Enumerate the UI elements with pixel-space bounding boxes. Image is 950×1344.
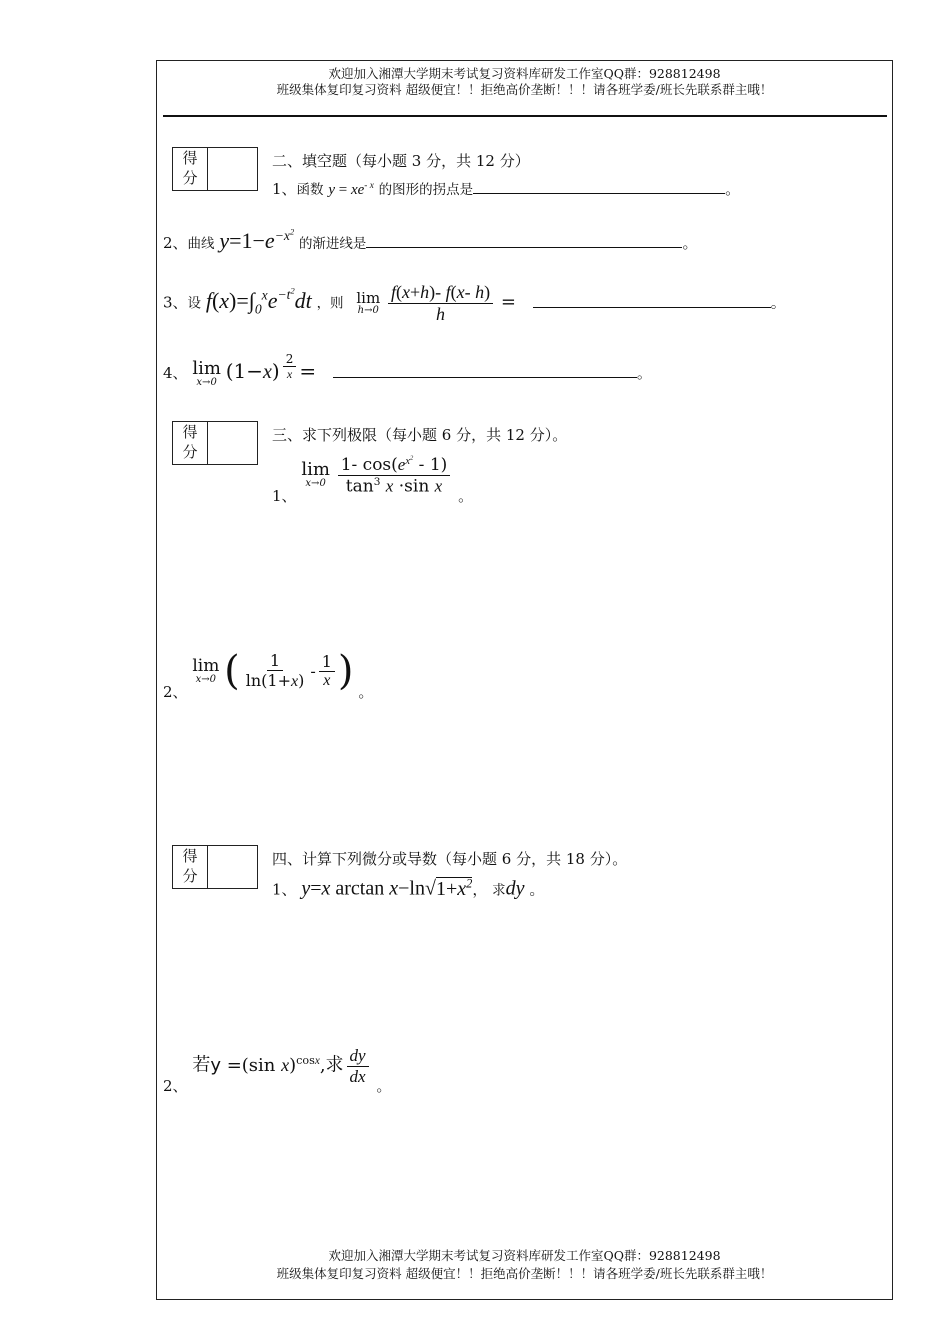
question-2-1: 1、函数 $y = xe^{- x}$ 的图形的拐点是 。 [272,180,741,198]
limit-operator: lim h→0 [356,289,381,316]
score-box: 得 分 [172,845,258,889]
question-2-4: 4、 lim x→0 (1−x) $^{\frac{2}{x}}$ = 。 [163,352,652,389]
limit-expression-2: $\frac{1}{\ln(1+x)}$ [245,651,305,690]
header-rule [163,115,887,117]
footer-line-2: 班级集体复印复习资料 超级便宜！！拒绝高价垄断！！！请各班学委/班长先联系群主哦！ [276,1266,773,1281]
question-4-2: 2、 若y =(sin x)$^{cosx}$,求 $\frac{dy}{dx}$ 。 [163,1046,392,1095]
formula-limit-power: (1−x) $^{\frac{2}{x}}$ = [225,352,317,384]
derivative-fraction: $\frac{dy}{dx}$ [347,1046,369,1087]
formula-curve: $y=1-e^{-x^2}$ [219,226,295,253]
question-3-2: 2、 lim x→0 ( $\frac{1}{\ln(1+x)}$ - $\frac{1}{x}$ ) 。 [163,648,374,701]
question-2-3: 3、设 $f(x)=\int_0^xe^{-t^2}dt$ ，则 lim h→0 $\frac{f(x+h)- f(x- h)}{h}$ = 。 [163,282,786,324]
formula-differential: y=x $\arctan x-\ln√1+x^2$ [301,876,473,900]
limit-operator: lim x→0 [192,358,221,389]
section-3-title: 三、求下列极限（每小题 6 分，共 12 分）。 [272,426,568,444]
section-2-title: 二、填空题（每小题 3 分，共 12 分） [272,152,530,170]
limit-expression-1: $\frac{1- \cos(e^{x^2} - 1)}{\tan^3 x \cdot\sin x}$ [338,454,451,497]
question-3-1: 1、 lim x→0 $\frac{1- \cos(e^{x^2} - 1)}{\tan^3 x \cdot\sin x}$ 。 [272,454,474,506]
formula-inflection: $y = xe^{- x}$ [328,181,374,198]
header-line-1: 欢迎加入湘潭大学期末考试复习资料库研发工作室QQ群：928812498 [328,66,721,81]
formula-power-function: y =(sin x)$^{cosx}$, [210,1053,326,1076]
question-4-1: 1、 y=x $\arctan x-\ln√1+x^2$， 求dy 。 [272,876,545,900]
limit-operator: lim x→0 [192,655,220,685]
question-2-2: 2、曲线 $y=1-e^{-x^2}$ 的渐进线是 。 [163,226,698,253]
section-4-title: 四、计算下列微分或导数（每小题 6 分，共 18 分）。 [272,850,628,868]
score-box: 得 分 [172,147,258,191]
score-box: 得 分 [172,421,258,465]
difference-quotient: $\frac{f(x+h)- f(x- h)}{h}$ [388,282,493,325]
footer-line-1: 欢迎加入湘潭大学期末考试复习资料库研发工作室QQ群：928812498 [328,1248,721,1263]
header-line-2: 班级集体复印复习资料 超级便宜！！拒绝高价垄断！！！请各班学委/班长先联系群主哦！ [276,82,773,97]
formula-integral: $f(x)=\int_0^xe^{-t^2}dt$ [205,285,312,316]
limit-operator: lim x→0 [301,459,330,490]
